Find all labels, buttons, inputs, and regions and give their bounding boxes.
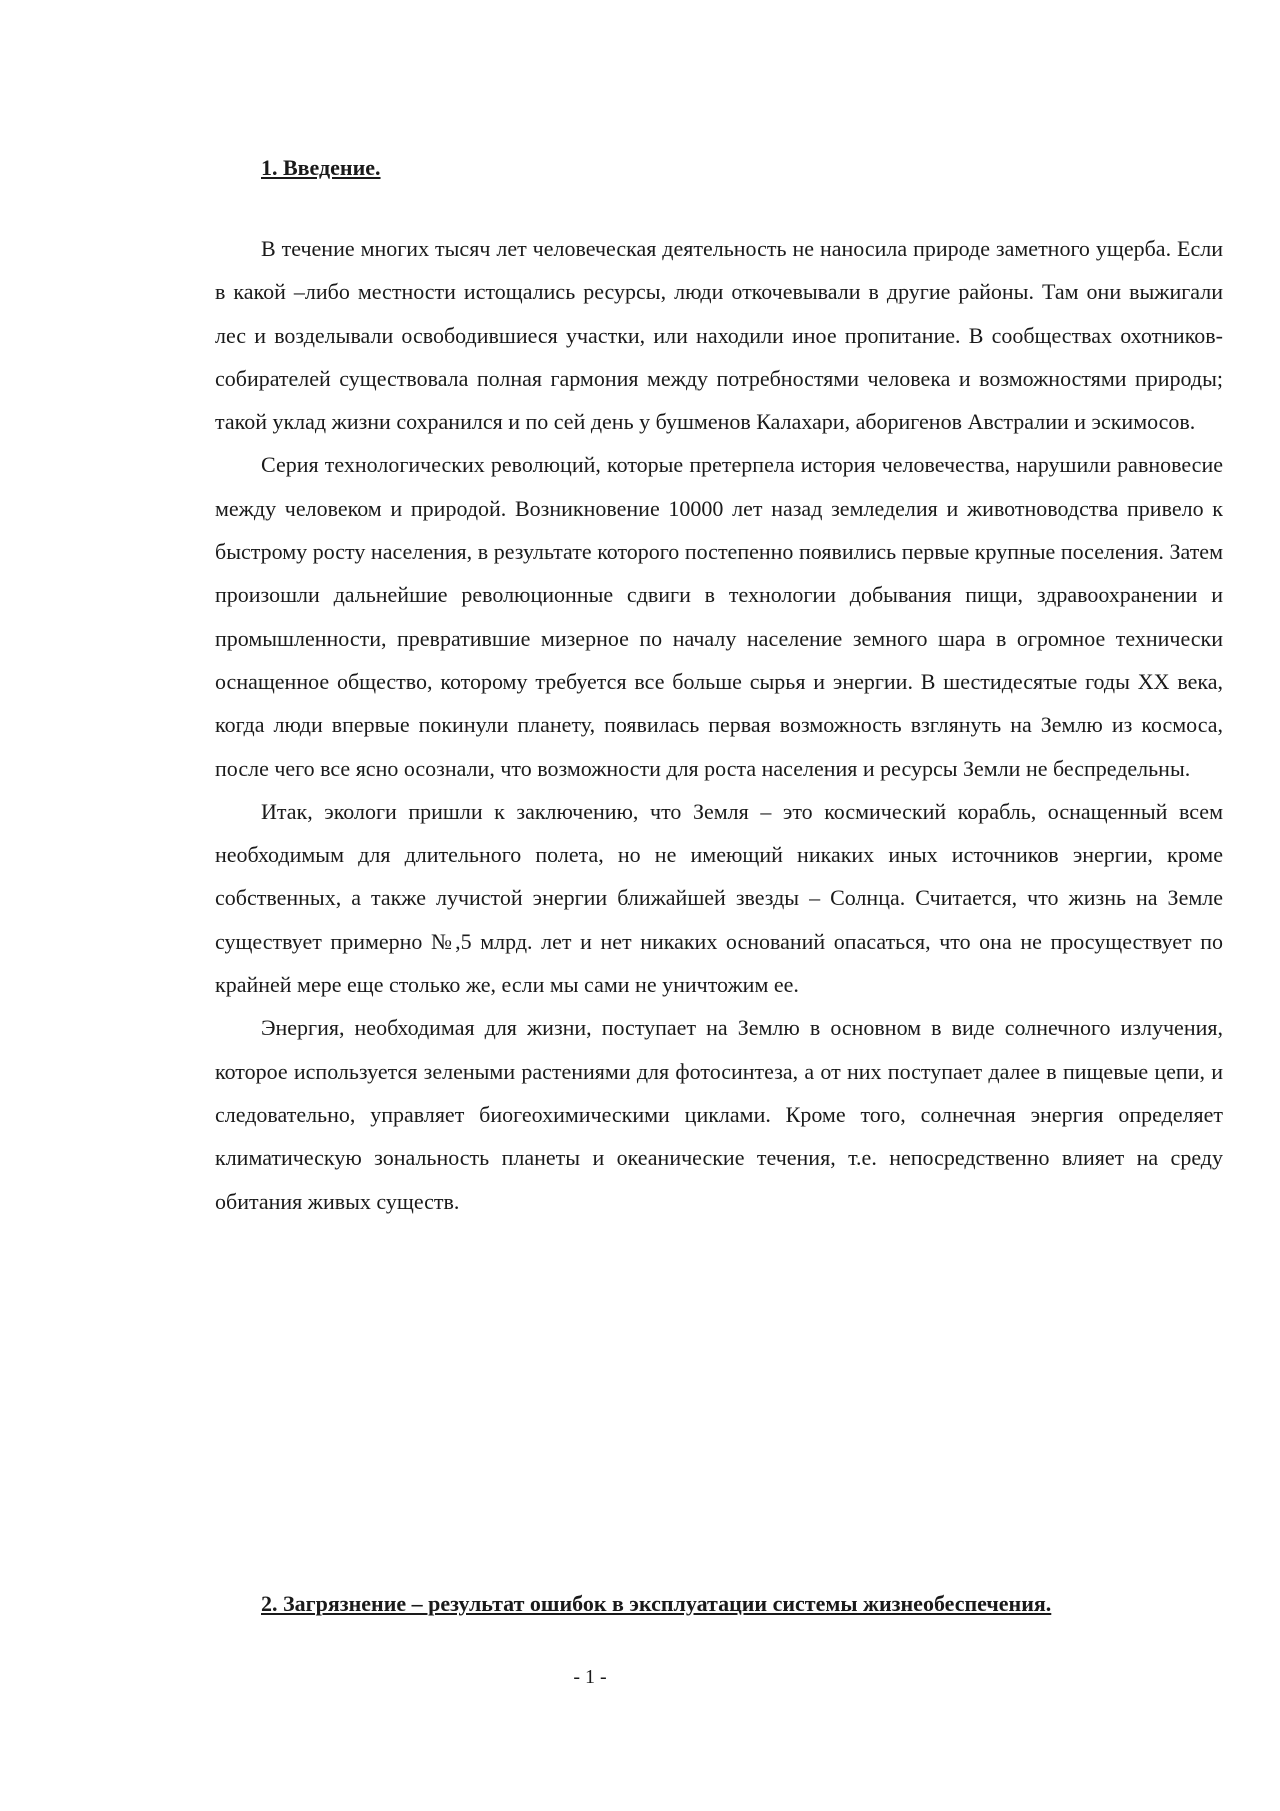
section-1-heading: 1. Введение. xyxy=(261,155,381,180)
paragraph-4: Энергия, необходимая для жизни, поступает на Землю в основном в виде солнечного излучения, которое используется зелеными растениями для фотосинтеза, а от них поступает далее в пищевые цепи, и следовательно, управляет биогеохимическими циклами. Кроме того, солнечная энергия определяет климатическую зональность планеты и океанические течения, т.е. непосредственно влияет на среду обитания живых существ. xyxy=(215,1015,1223,1214)
section-1-body xyxy=(215,227,1223,1223)
paragraph-2: Серия технологических революций, которые претерпела история человечества, нарушили равновесие между человеком и природой. Возникновение 10000 лет назад земледелия и животноводства привело к быстрому росту населения, в результате которого постепенно появились первые крупные поселения. Затем произошли дальнейшие революционные сдвиги в технологии добывания пищи, здравоохранении и промышленности, превратившие мизерное по началу население земного шара в огромное технически оснащенное общество, которому требуется все больше сырья и энергии. В шестидесятые годы XX века, когда люди впервые покинули планету, появилась первая возможность взглянуть на Землю из космоса, после чего все ясно осознали, что возможности для роста населения и ресурсы Земли не беспредельны. xyxy=(215,452,1223,781)
paragraph-1: В течение многих тысяч лет человеческая деятельность не наносила природе заметного ущерба. Если в какой –либо местности истощались ресурсы, люди откочевывали в другие районы. Там они выжигали лес и возделывали освободившиеся участки, или находили иное пропитание. В сообществах охотников-собирателей существовала полная гармония между потребностями человека и возможностями природы; такой уклад жизни сохранился и по сей день у бушменов Калахари, аборигенов Австралии и эскимосов. xyxy=(215,236,1223,435)
page-number: - 1 - xyxy=(573,1666,607,1688)
paragraph-3: Итак, экологи пришли к заключению, что Земля – это космический корабль, оснащенный всем необходимым для длительного полета, но не имеющий никаких иных источников энергии, кроме собственных, а также лучистой энергии ближайшей звезды – Солнца. Считается, что жизнь на Земле существует примерно №,5 млрд. лет и нет никаких оснований опасаться, что она не просуществует по крайней мере еще столько же, если мы сами не уничтожим ее. xyxy=(215,798,1223,998)
section-2-heading: 2. Загрязнение – результат ошибок в эксплуатации системы жизнеобеспечения. xyxy=(261,1591,1052,1616)
